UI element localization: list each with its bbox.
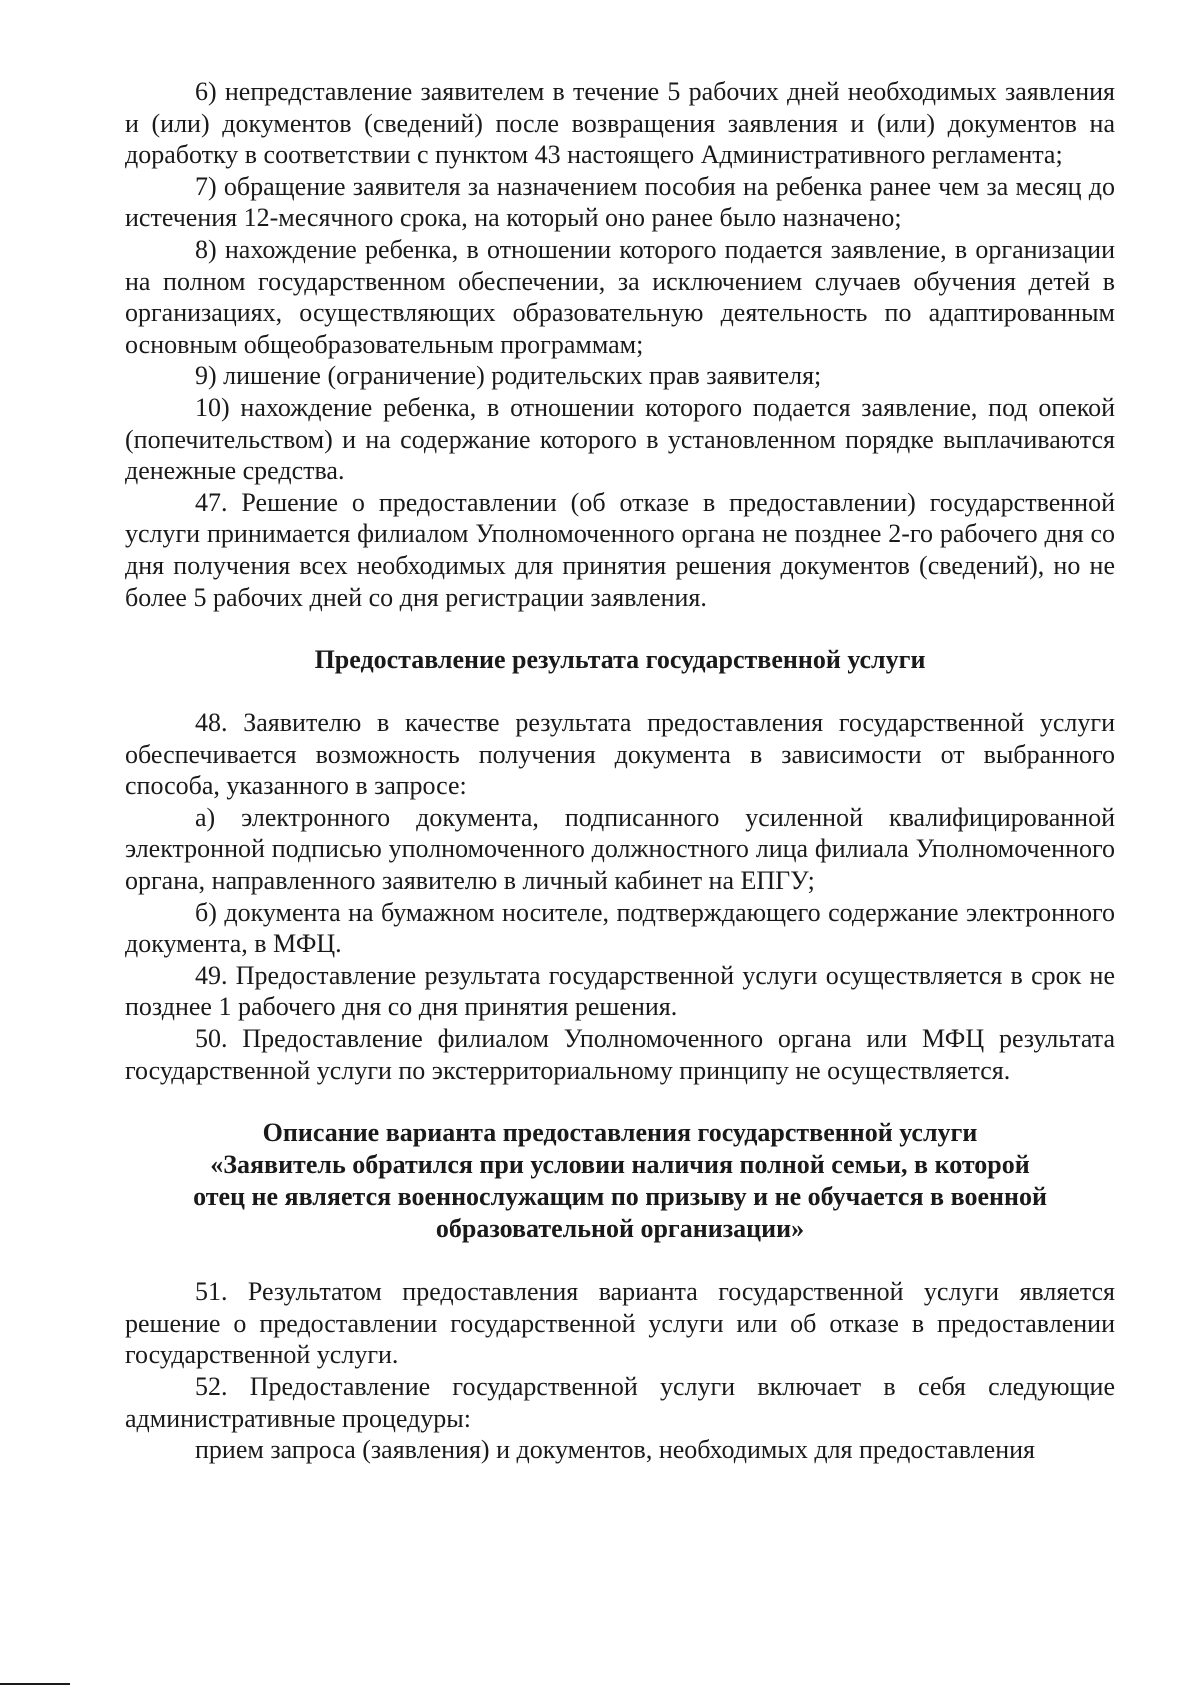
paragraph-48b: б) документа на бумажном носителе, подтверждающего содержание электронного документа, в МФЦ.	[125, 897, 1115, 959]
paragraph-item-6: 6) непредставление заявителем в течение 5 рабочих дней необходимых заявления и (или) документов (сведений) после возвращения заявления и (или) документов на доработку в соответствии с пунктом 43 настоящего Административного регламента;	[125, 77, 1115, 170]
paragraph-52-procedure: прием запроса (заявления) и документов, необходимых для предоставления	[195, 1435, 1035, 1465]
paragraph-item-9: 9) лишение (ограничение) родительских прав заявителя;	[195, 361, 822, 391]
heading-line: Описание варианта предоставления государственной услуги	[262, 1118, 978, 1148]
section-spacer	[125, 1086, 1115, 1117]
section-spacer	[125, 613, 1115, 644]
footnote-divider	[0, 1683, 70, 1685]
section-heading-variant	[125, 1117, 1115, 1245]
paragraph-52: 52. Предоставление государственной услуги включает в себя следующие административные процедуры:	[125, 1372, 1115, 1433]
heading-line: отец не является военнослужащим по призыву и не обучается в военной	[193, 1182, 1047, 1212]
paragraph-51: 51. Результатом предоставления варианта государственной услуги является решение о предоставлении государственной услуги или об отказе в предоставлении государственной услуги.	[125, 1277, 1115, 1370]
heading-line: образовательной организации»	[435, 1214, 805, 1244]
paragraph-48: 48. Заявителю в качестве результата предоставления государственной услуги обеспечивается возможность получения документа в зависимости от выбранного способа, указанного в запросе:	[125, 708, 1115, 801]
section-spacer	[125, 1245, 1115, 1276]
paragraph-48a: а) электронного документа, подписанного усиленной квалифицированной электронной подписью уполномоченного должностного лица филиала Уполномоченного органа, направленного заявителю в личный кабинет на ЕПГУ;	[125, 802, 1115, 896]
paragraph-49: 49. Предоставление результата государственной услуги осуществляется в срок не позднее 1 рабочего дня со дня принятия решения.	[125, 960, 1115, 1022]
paragraph-47: 47. Решение о предоставлении (об отказе в предоставлении) государственной услуги принимается филиалом Уполномоченного органа не позднее 2-го рабочего дня со дня получения всех необходимых для принятия решения документов (сведений), но не более 5 рабочих дней со дня регистрации заявления.	[125, 487, 1115, 612]
heading-line: «Заявитель обратился при условии наличия полной семьи, в которой	[210, 1150, 1030, 1180]
document-body	[125, 76, 1115, 1466]
paragraph-item-10: 10) нахождение ребенка, в отношении которого подается заявление, под опекой (попечительством) и на содержание которого в установленном порядке выплачиваются денежные средства.	[125, 392, 1115, 486]
paragraph-item-7: 7) обращение заявителя за назначением пособия на ребенка ранее чем за месяц до истечения 12-месячного срока, на который оно ранее было назначено;	[125, 171, 1115, 233]
section-heading-result: Предоставление результата государственной услуги	[314, 645, 926, 675]
section-spacer	[125, 676, 1115, 707]
paragraph-item-8: 8) нахождение ребенка, в отношении которого подается заявление, в организации на полном государственном обеспечении, за исключением случаев обучения детей в организациях, осуществляющих образовательную деятельность по адаптированным основным общеобразовательным программам;	[125, 234, 1115, 359]
paragraph-50: 50. Предоставление филиалом Уполномоченного органа или МФЦ результата государственной услуги по экстерриториальному принципу не осуществляется.	[125, 1024, 1115, 1085]
